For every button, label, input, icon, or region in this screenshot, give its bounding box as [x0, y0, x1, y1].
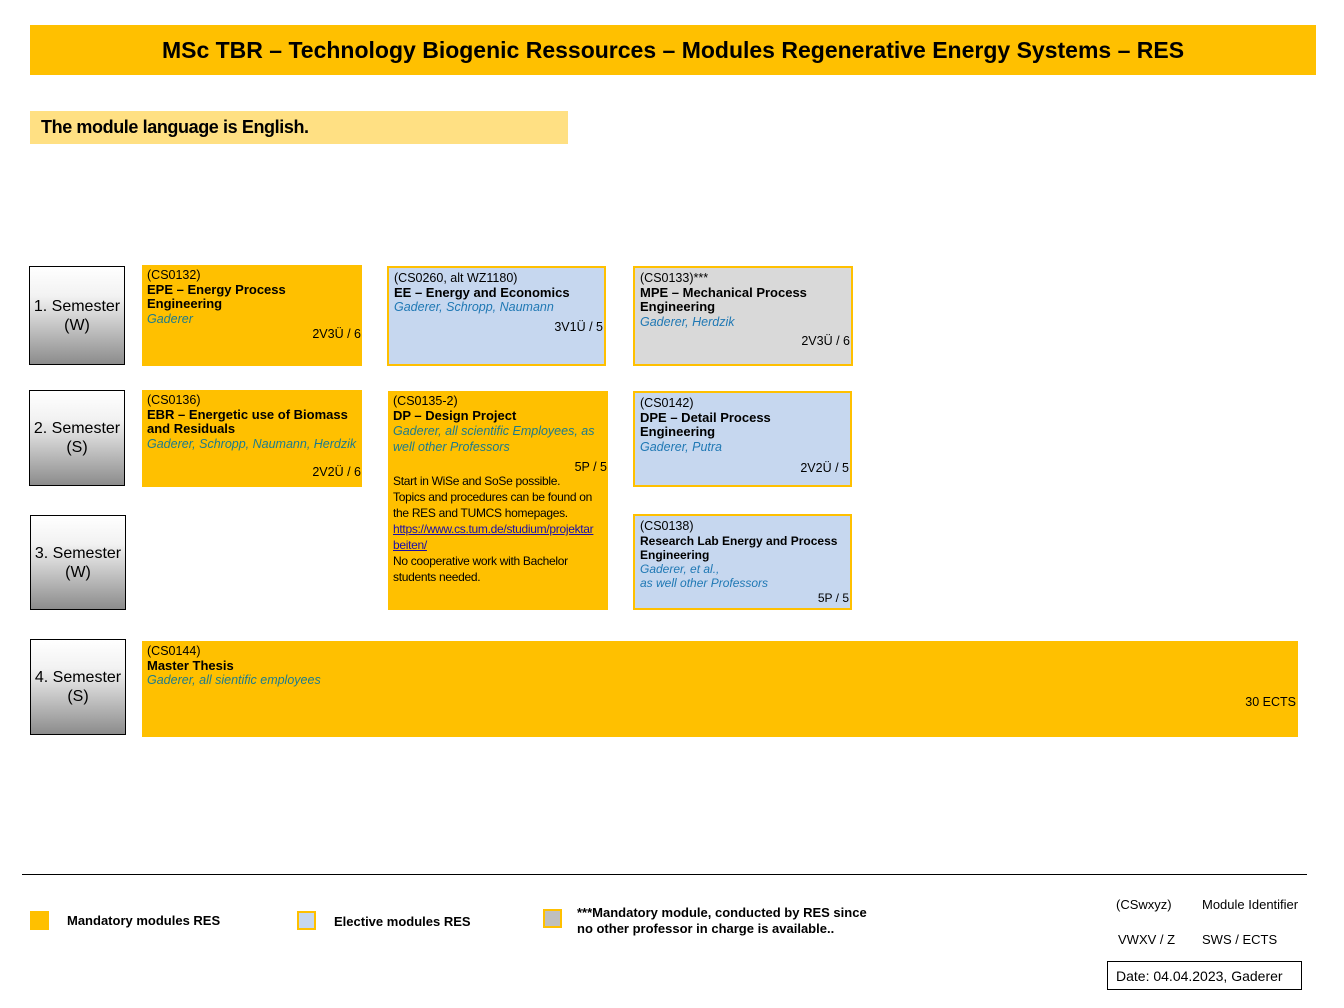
note-start: Start in WiSe and SoSe possible.	[393, 474, 561, 488]
legend-mandatory: Mandatory modules RES	[67, 913, 221, 928]
module-name: MPE – Mechanical Process Engineering	[640, 284, 807, 314]
module-master-thesis	[142, 641, 1298, 737]
note-cooperative: No cooperative work with Bachelor students needed.	[393, 554, 568, 584]
module-professors: Gaderer, Putra	[640, 439, 722, 454]
legend-special-line-2: no other professor in charge is available..	[577, 921, 835, 936]
semester-term: (S)	[67, 688, 89, 705]
module-name: EPE – Energy Process Engineering	[147, 281, 286, 311]
projects-link[interactable]	[393, 521, 604, 553]
module-code: (CS0138)	[640, 519, 694, 533]
semester-1-label	[29, 266, 125, 365]
module-code: (CS0133)***	[640, 271, 709, 285]
semester-name: 4. Semester	[34, 669, 122, 686]
module-name: Research Lab Energy and Process Engineering	[640, 533, 838, 562]
module-name: Master Thesis	[147, 657, 234, 673]
module-dpe	[633, 391, 852, 487]
module-ee	[387, 266, 606, 366]
module-professors: Gaderer, Schropp, Naumann	[394, 300, 554, 314]
module-professors: Gaderer, Herdzik	[640, 314, 735, 329]
note-topics: Topics and procedures can be found on the RES and TUMCS homepages.	[393, 490, 593, 520]
footer-divider	[22, 874, 1307, 875]
semester-term: (S)	[66, 439, 88, 456]
link-line-2[interactable]: beiten/	[393, 538, 427, 552]
module-professors-2: as well other Professors	[640, 576, 769, 590]
module-professors: Gaderer, Schropp, Naumann, Herdzik	[147, 436, 357, 451]
legend-elective: Elective modules RES	[334, 914, 471, 929]
legend-special	[577, 905, 867, 937]
language-note: The module language is English.	[30, 111, 568, 144]
date-box: Date: 04.04.2023, Gaderer	[1107, 961, 1302, 990]
module-code: (CS0260, alt WZ1180)	[394, 271, 518, 285]
semester-3-label	[30, 515, 126, 610]
module-research-lab	[633, 514, 852, 610]
module-professors: Gaderer, et al.,	[640, 561, 720, 576]
module-sws-ects: 3V1Ü / 5	[554, 320, 603, 334]
module-sws-ects: 2V3Ü / 6	[801, 334, 850, 348]
elective-swatch	[297, 911, 316, 930]
module-sws-ects: 2V2Ü / 5	[800, 461, 849, 475]
module-code: (CS0135-2)	[393, 394, 458, 408]
module-name: DP – Design Project	[393, 407, 517, 423]
mandatory-swatch	[30, 911, 49, 930]
module-dp	[388, 391, 608, 610]
key-code-desc: Module Identifier	[1202, 897, 1299, 912]
module-code: (CS0142)	[640, 396, 694, 410]
page-title: MSc TBR – Technology Biogenic Ressources – Modules Regenerative Energy Systems – RES	[30, 25, 1316, 75]
module-code: (CS0144)	[147, 644, 201, 658]
semester-term: (W)	[64, 316, 90, 334]
module-sws-ects: 2V3Ü / 6	[312, 327, 361, 341]
semester-4-label	[30, 639, 126, 735]
semester-name: 1. Semester	[33, 297, 121, 315]
semester-2-label	[29, 390, 125, 486]
key-sws: VWXV / Z	[1118, 932, 1176, 947]
module-sws-ects: 5P / 5	[817, 591, 849, 605]
module-professors: Gaderer, all sientific employees	[147, 673, 321, 687]
semester-name: 3. Semester	[34, 544, 122, 562]
module-name: EBR – Energetic use of Biomass and Residuals	[147, 406, 348, 436]
key-code: (CSwxyz)	[1116, 897, 1172, 912]
module-professors: Gaderer, all scientific Employees, as well other Professors	[393, 424, 595, 454]
link-line-1[interactable]: https://www.cs.tum.de/studium/projektar	[393, 522, 594, 536]
module-note	[393, 473, 604, 585]
special-swatch	[543, 909, 562, 928]
semester-term: (W)	[65, 563, 91, 581]
module-epe	[142, 265, 362, 366]
module-mpe	[633, 266, 853, 366]
module-name: DPE – Detail Process Engineering	[640, 409, 771, 439]
module-code: (CS0136)	[147, 393, 201, 407]
legend-special-line-1: ***Mandatory module, conducted by RES since	[577, 905, 867, 920]
module-name: EE – Energy and Economics	[394, 284, 570, 300]
module-sws-ects: 30 ECTS	[1245, 695, 1296, 709]
key-sws-desc: SWS / ECTS	[1202, 932, 1278, 947]
module-sws-ects: 5P / 5	[574, 460, 607, 474]
module-sws-ects: 2V2Ü / 6	[312, 465, 361, 479]
module-code: (CS0132)	[147, 268, 201, 282]
semester-name: 2. Semester	[33, 420, 121, 437]
module-professors: Gaderer	[147, 311, 193, 326]
module-ebr	[142, 390, 362, 487]
